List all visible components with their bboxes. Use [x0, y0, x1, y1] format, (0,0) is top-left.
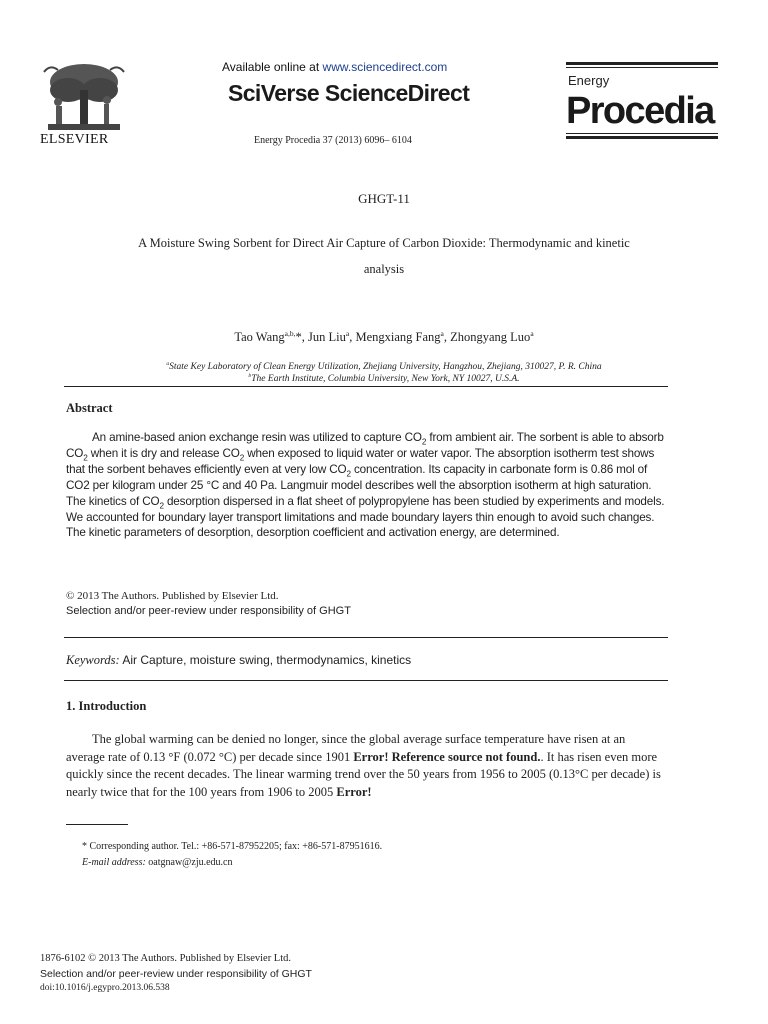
reference-error: Error! [336, 784, 372, 799]
author-affiliation-mark: a [530, 328, 534, 338]
journal-logo-energy: Energy [568, 73, 610, 88]
corresponding-author-note: * Corresponding author. Tel.: +86-571-87952205; fax: +86-571-87951616. [82, 841, 383, 852]
introduction-text: The global warming can be denied no longer, since the global average surface temperature have risen at an average rate of 0.13 °F (0.072 °C) per decade since 1901 Error! Reference source not found.. It has risen even more quickly since the recent decades. The linear warming trend over the 50 years from 1956 to 2005 (0.13°C per decade) is nearly twice that for the 100 years from 1906 to 2005 Error! [66, 732, 661, 799]
keywords-label: Keywords: [66, 653, 120, 667]
affiliation-mark: b [248, 372, 252, 379]
journal-logo-rule [566, 62, 718, 65]
corresponding-mark: * [295, 330, 302, 344]
section-divider [64, 386, 668, 387]
affiliation [0, 374, 768, 384]
author-affiliation-mark: a [440, 328, 444, 338]
footer-doi[interactable]: doi:10.1016/j.egypro.2013.06.538 [40, 983, 170, 993]
sciencedirect-link[interactable]: www.sciencedirect.com [322, 60, 448, 74]
email-note [82, 857, 232, 868]
journal-citation: Energy Procedia 37 (2013) 6096– 6104 [254, 135, 412, 146]
abstract-copyright: © 2013 The Authors. Published by Elsevier Ltd. [66, 590, 279, 602]
introduction-heading: 1. Introduction [66, 699, 147, 713]
author-list: Tao Wang$^{a,b,}$*, Jun Liu$^a$, Mengxiang Fang$^a$, Zhongyang Luo$^a$ [234, 328, 534, 344]
journal-logo-rule [566, 67, 718, 68]
section-divider [64, 680, 668, 681]
footer-issn-copyright: 1876-6102 © 2013 The Authors. Published by Elsevier Ltd. [40, 953, 292, 964]
sciverse-sciencedirect-logo: SciVerse ScienceDirect [228, 80, 470, 106]
reference-error: Error! Reference source not found. [353, 749, 541, 764]
author-name: Jun Liu [308, 330, 346, 344]
abstract-peer-review: Selection and/or peer-review under responsibility of GHGT [66, 605, 351, 617]
journal-logo-procedia: Procedia [566, 90, 714, 132]
author-affiliation-mark: a,b, [284, 328, 296, 338]
journal-logo-rule [566, 133, 718, 134]
keywords-text: Air Capture, moisture swing, thermodynamics, kinetics [119, 653, 412, 667]
abstract-heading: Abstract [66, 401, 113, 415]
affiliation-mark: a [166, 360, 170, 367]
paper-title-line-2: analysis [363, 262, 405, 276]
elsevier-wordmark: ELSEVIER [40, 132, 109, 147]
affiliation [0, 362, 768, 372]
author-name: Mengxiang Fang [355, 330, 441, 344]
keywords-line [66, 653, 411, 668]
footer-peer-review: Selection and/or peer-review under responsibility of GHGT [40, 968, 312, 980]
author-name: Tao Wang [234, 330, 285, 344]
abstract-text: An amine-based anion exchange resin was utilized to capture $CO_2$ from ambient air. The sorbent is able to absorb $CO_2$ when it is dry and release $CO_2$ when exposed to liquid water or water vapor. The absorption isotherm test shows that the sorbent behaves efficiently even at very low $CO_2$ concentration. Its capacity in carbonate form is 0.86 mol of CO2 per kilogram under 25 °C and 40 Pa. Langmuir model describes well the absorption isotherm at high saturation. The kinetics of $CO_2$ desorption dispersed in a flat sheet of polypropylene has been studied by experiments and models. We accounted for boundary layer transport limitations and made boundary layers thin enough to avoid such changes. The kinetic parameters of desorption, desorption coefficient and activation energy, are determined. [66, 431, 665, 540]
paper-title-line-1: A Moisture Swing Sorbent for Direct Air Capture of Carbon Dioxide: Thermodynamic and kinetic [138, 236, 630, 250]
author-affiliation-mark: a [345, 328, 350, 338]
conference-name: GHGT-11 [358, 191, 410, 206]
available-online-line [222, 60, 447, 74]
email-address[interactable]: oatgnaw@zju.edu.cn [145, 857, 233, 868]
available-prefix: Available online at [222, 60, 323, 74]
section-divider [64, 637, 668, 638]
affiliation-text: The Earth Institute, Columbia University, New York, NY 10027, U.S.A. [251, 374, 520, 384]
email-label: E-mail address: [82, 857, 146, 868]
author-name: Zhongyang Luo [450, 330, 531, 344]
affiliation-text: State Key Laboratory of Clean Energy Utilization, Zhejiang University, Hangzhou, Zhejiang, 310027, P. R. China [169, 362, 602, 372]
journal-logo-rule [566, 136, 718, 139]
footnote-rule [66, 824, 128, 825]
